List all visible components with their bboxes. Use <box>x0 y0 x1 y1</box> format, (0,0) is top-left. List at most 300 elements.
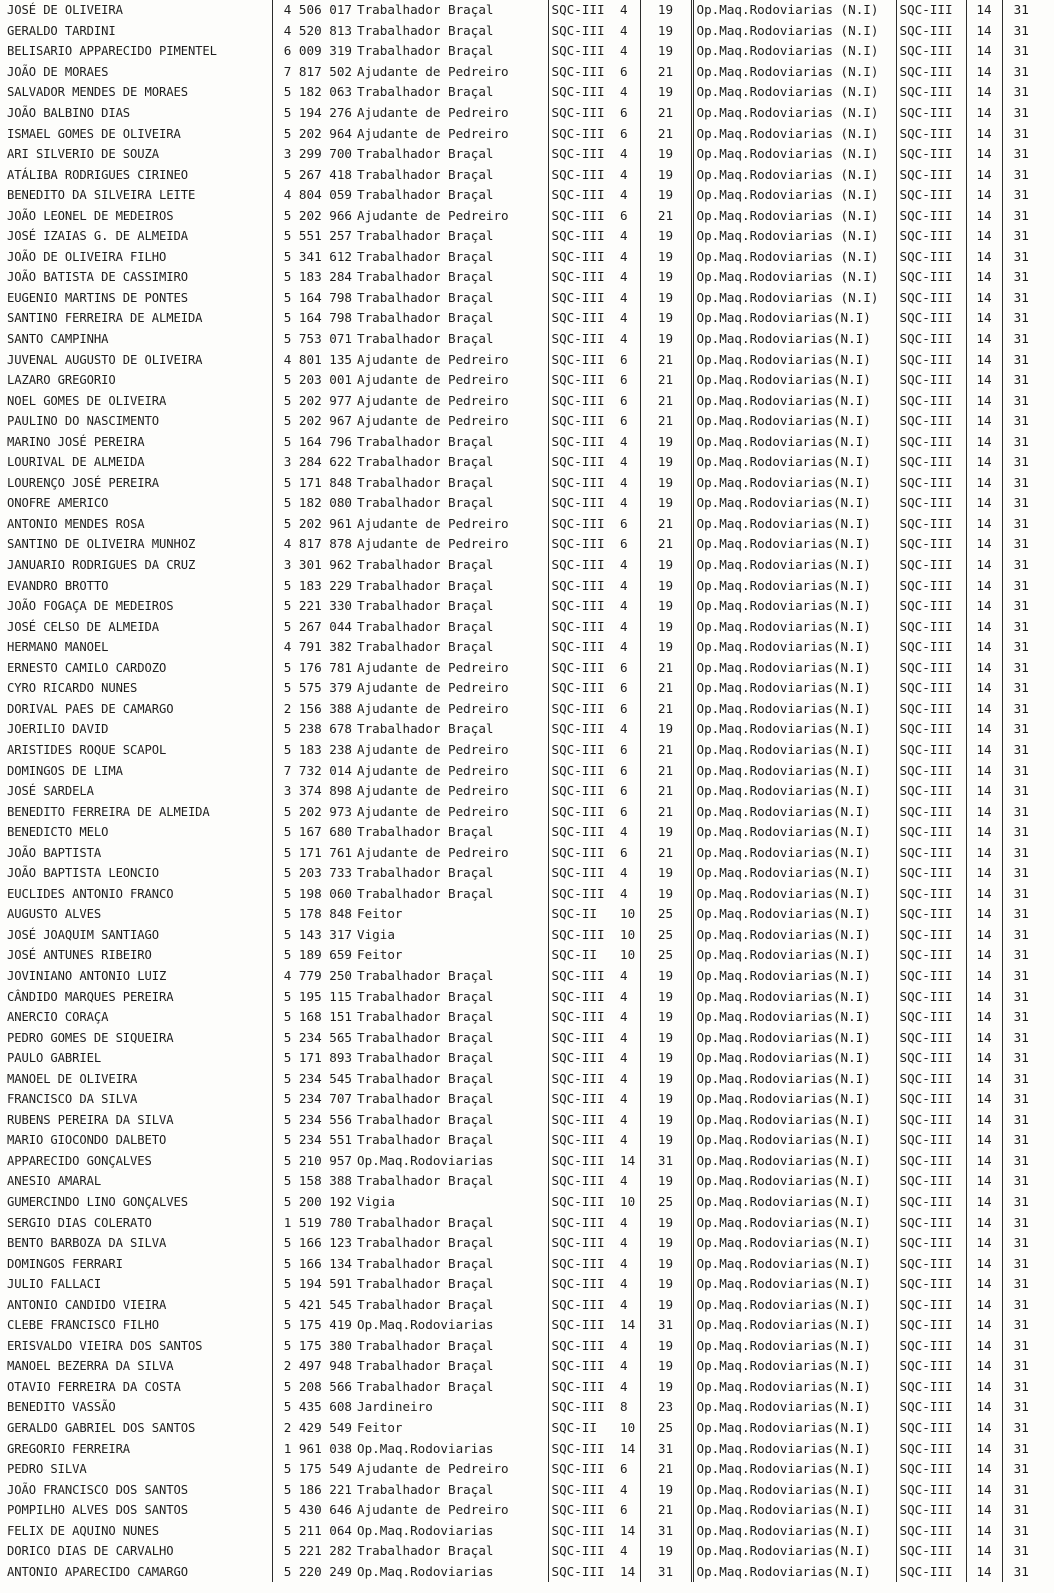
new-reference: 31 <box>1002 82 1040 103</box>
new-grade: 14 <box>966 390 1002 411</box>
new-class: SQC-III <box>896 945 966 966</box>
employee-name: PAULO GABRIEL <box>7 1051 102 1066</box>
current-grade: 4 <box>620 310 628 326</box>
new-position: Op.Maq.Rodoviarias(N.I) <box>692 329 896 350</box>
current-class: SQC-III <box>548 863 610 884</box>
new-position: Op.Maq.Rodoviarias (N.I) <box>692 288 896 309</box>
current-reference: 19 <box>640 0 692 21</box>
table-row <box>4 226 1040 247</box>
current-position: Trabalhador Braçal <box>357 2 494 18</box>
new-grade: 14 <box>966 822 1002 843</box>
current-grade: 4 <box>620 988 628 1004</box>
current-grade: 6 <box>620 783 628 799</box>
table-row <box>4 1294 1040 1315</box>
table-row <box>4 1459 1040 1480</box>
current-grade: 4 <box>620 1173 628 1189</box>
new-class: SQC-III <box>896 1151 966 1172</box>
table-row <box>4 1418 1040 1439</box>
current-reference: 19 <box>640 1212 692 1233</box>
registration-number: 5 182 080 <box>272 493 354 514</box>
registration-number: 4 791 382 <box>272 637 354 658</box>
current-grade: 4 <box>620 721 628 737</box>
registration-number: 5 171 848 <box>272 473 354 494</box>
employee-name: CLEBE FRANCISCO FILHO <box>7 1318 159 1333</box>
current-reference: 21 <box>640 740 692 761</box>
new-reference: 31 <box>1002 267 1040 288</box>
new-position: Op.Maq.Rodoviarias(N.I) <box>692 781 896 802</box>
registration-number: 5 164 796 <box>272 431 354 452</box>
new-position: Op.Maq.Rodoviarias(N.I) <box>692 452 896 473</box>
new-class: SQC-III <box>896 1479 966 1500</box>
current-position: Trabalhador Braçal <box>357 1255 494 1271</box>
new-class: SQC-III <box>896 1253 966 1274</box>
current-reference: 19 <box>640 1027 692 1048</box>
current-position: Trabalhador Braçal <box>357 454 494 470</box>
employee-name: ATÁLIBA RODRIGUES CIRINEO <box>7 167 188 182</box>
current-reference: 25 <box>640 904 692 925</box>
table-row <box>4 185 1040 206</box>
current-class: SQC-III <box>548 822 610 843</box>
new-reference: 31 <box>1002 555 1040 576</box>
current-grade: 4 <box>620 1481 628 1497</box>
employee-name: JOÃO BAPTISTA <box>7 845 102 860</box>
current-reference: 21 <box>640 1459 692 1480</box>
table-row <box>4 884 1040 905</box>
new-position: Op.Maq.Rodoviarias(N.I) <box>692 1541 896 1562</box>
current-reference: 31 <box>640 1151 692 1172</box>
registration-number: 5 210 957 <box>272 1151 354 1172</box>
employee-name: JULIO FALLACI <box>7 1277 102 1292</box>
employee-name: BENTO BARBOZA DA SILVA <box>7 1236 167 1251</box>
current-position: Ajudante de Pedreiro <box>357 207 509 223</box>
current-class: SQC-III <box>548 1130 610 1151</box>
registration-number: 5 203 733 <box>272 863 354 884</box>
current-position: Trabalhador Braçal <box>357 618 494 634</box>
new-position: Op.Maq.Rodoviarias(N.I) <box>692 473 896 494</box>
new-class: SQC-III <box>896 103 966 124</box>
employee-name: EUGENIO MARTINS DE PONTES <box>7 290 188 305</box>
new-position: Op.Maq.Rodoviarias(N.I) <box>692 1500 896 1521</box>
new-reference: 31 <box>1002 1459 1040 1480</box>
current-class: SQC-III <box>548 473 610 494</box>
new-position: Op.Maq.Rodoviarias(N.I) <box>692 308 896 329</box>
current-grade: 4 <box>620 865 628 881</box>
new-reference: 31 <box>1002 41 1040 62</box>
registration-number: 5 183 284 <box>272 267 354 288</box>
registration-number: 5 171 893 <box>272 1048 354 1069</box>
current-reference: 31 <box>640 1562 692 1583</box>
current-grade: 4 <box>620 495 628 511</box>
new-class: SQC-III <box>896 534 966 555</box>
table-row <box>4 1192 1040 1213</box>
new-reference: 31 <box>1002 658 1040 679</box>
current-reference: 19 <box>640 21 692 42</box>
new-reference: 31 <box>1002 1233 1040 1254</box>
new-class: SQC-III <box>896 473 966 494</box>
employee-name: JOSÉ CELSO DE ALMEIDA <box>7 619 159 634</box>
employee-name: JUVENAL AUGUSTO DE OLIVEIRA <box>7 352 203 367</box>
new-grade: 14 <box>966 760 1002 781</box>
current-position: Trabalhador Braçal <box>357 310 494 326</box>
current-position: Vigia <box>357 1193 395 1209</box>
employee-name: MANOEL DE OLIVEIRA <box>7 1071 138 1086</box>
new-reference: 31 <box>1002 411 1040 432</box>
new-grade: 14 <box>966 123 1002 144</box>
current-position: Trabalhador Braçal <box>357 557 494 573</box>
registration-number: 4 779 250 <box>272 966 354 987</box>
new-grade: 14 <box>966 62 1002 83</box>
current-reference: 21 <box>640 534 692 555</box>
table-row <box>4 123 1040 144</box>
new-reference: 31 <box>1002 534 1040 555</box>
new-class: SQC-III <box>896 288 966 309</box>
new-position: Op.Maq.Rodoviarias(N.I) <box>692 1089 896 1110</box>
new-reference: 31 <box>1002 493 1040 514</box>
new-class: SQC-III <box>896 1171 966 1192</box>
current-reference: 31 <box>640 1315 692 1336</box>
new-grade: 14 <box>966 349 1002 370</box>
current-reference: 19 <box>640 1007 692 1028</box>
new-grade: 14 <box>966 308 1002 329</box>
current-grade: 4 <box>620 967 628 983</box>
new-grade: 14 <box>966 945 1002 966</box>
current-grade: 4 <box>620 22 628 38</box>
table-row <box>4 411 1040 432</box>
current-grade: 4 <box>620 454 628 470</box>
employee-name: MARINO JOSÉ PEREIRA <box>7 434 145 449</box>
new-position: Op.Maq.Rodoviarias(N.I) <box>692 1562 896 1583</box>
current-grade: 4 <box>620 1214 628 1230</box>
current-reference: 19 <box>640 1171 692 1192</box>
current-reference: 19 <box>640 288 692 309</box>
current-class: SQC-III <box>548 1377 610 1398</box>
current-position: Trabalhador Braçal <box>357 1091 494 1107</box>
new-position: Op.Maq.Rodoviarias(N.I) <box>692 719 896 740</box>
new-reference: 31 <box>1002 863 1040 884</box>
current-class: SQC-III <box>548 1253 610 1274</box>
current-class: SQC-II <box>548 1418 610 1439</box>
current-reference: 19 <box>640 555 692 576</box>
employee-name: ERNESTO CAMILO CARDOZO <box>7 660 167 675</box>
new-class: SQC-III <box>896 986 966 1007</box>
table-row <box>4 740 1040 761</box>
registration-number: 5 208 566 <box>272 1377 354 1398</box>
current-class: SQC-III <box>548 1233 610 1254</box>
new-grade: 14 <box>966 1253 1002 1274</box>
current-class: SQC-III <box>548 1315 610 1336</box>
current-reference: 19 <box>640 164 692 185</box>
current-reference: 19 <box>640 1274 692 1295</box>
registration-number: 5 421 545 <box>272 1294 354 1315</box>
current-grade: 4 <box>620 1235 628 1251</box>
current-class: SQC-III <box>548 288 610 309</box>
new-reference: 31 <box>1002 514 1040 535</box>
table-row <box>4 966 1040 987</box>
new-reference: 31 <box>1002 1500 1040 1521</box>
table-row <box>4 1479 1040 1500</box>
current-reference: 31 <box>640 1520 692 1541</box>
new-reference: 31 <box>1002 370 1040 391</box>
current-position: Trabalhador Braçal <box>357 1296 494 1312</box>
current-position: Trabalhador Braçal <box>357 84 494 100</box>
current-class: SQC-III <box>548 329 610 350</box>
table-row <box>4 1377 1040 1398</box>
current-position: Trabalhador Braçal <box>357 988 494 1004</box>
registration-number: 5 234 707 <box>272 1089 354 1110</box>
new-position: Op.Maq.Rodoviarias (N.I) <box>692 62 896 83</box>
current-grade: 4 <box>620 885 628 901</box>
current-reference: 21 <box>640 411 692 432</box>
new-position: Op.Maq.Rodoviarias (N.I) <box>692 144 896 165</box>
new-reference: 31 <box>1002 1520 1040 1541</box>
new-reference: 31 <box>1002 473 1040 494</box>
registration-number: 5 202 973 <box>272 801 354 822</box>
new-reference: 31 <box>1002 1171 1040 1192</box>
current-position: Trabalhador Braçal <box>357 1070 494 1086</box>
new-class: SQC-III <box>896 1212 966 1233</box>
new-grade: 14 <box>966 493 1002 514</box>
current-position: Op.Maq.Rodoviarias <box>357 1522 494 1538</box>
new-grade: 14 <box>966 1089 1002 1110</box>
current-reference: 19 <box>640 1089 692 1110</box>
registration-number: 5 234 551 <box>272 1130 354 1151</box>
new-grade: 14 <box>966 288 1002 309</box>
table-row <box>4 699 1040 720</box>
new-reference: 31 <box>1002 801 1040 822</box>
current-position: Trabalhador Braçal <box>357 495 494 511</box>
current-class: SQC-III <box>548 596 610 617</box>
current-position: Feitor <box>357 947 403 963</box>
current-reference: 19 <box>640 1356 692 1377</box>
new-position: Op.Maq.Rodoviarias(N.I) <box>692 1151 896 1172</box>
new-class: SQC-III <box>896 678 966 699</box>
new-class: SQC-III <box>896 1068 966 1089</box>
current-grade: 4 <box>620 269 628 285</box>
current-grade: 4 <box>620 1378 628 1394</box>
table-row <box>4 1315 1040 1336</box>
new-grade: 14 <box>966 1438 1002 1459</box>
registration-number: 5 202 966 <box>272 205 354 226</box>
current-reference: 21 <box>640 1500 692 1521</box>
new-position: Op.Maq.Rodoviarias(N.I) <box>692 1253 896 1274</box>
current-class: SQC-III <box>548 1027 610 1048</box>
table-row <box>4 1110 1040 1131</box>
employee-name: JOSÉ DE OLIVEIRA <box>7 3 123 18</box>
new-reference: 31 <box>1002 719 1040 740</box>
current-grade: 4 <box>620 2 628 18</box>
new-class: SQC-III <box>896 1520 966 1541</box>
current-position: Ajudante de Pedreiro <box>357 125 509 141</box>
new-position: Op.Maq.Rodoviarias(N.I) <box>692 1130 896 1151</box>
current-grade: 6 <box>620 803 628 819</box>
table-row <box>4 1520 1040 1541</box>
current-reference: 19 <box>640 863 692 884</box>
new-grade: 14 <box>966 164 1002 185</box>
new-reference: 31 <box>1002 781 1040 802</box>
current-grade: 10 <box>620 1420 636 1435</box>
new-reference: 31 <box>1002 1336 1040 1357</box>
current-grade: 4 <box>620 1358 628 1374</box>
registration-number: 4 801 135 <box>272 349 354 370</box>
new-grade: 14 <box>966 1520 1002 1541</box>
current-class: SQC-III <box>548 1110 610 1131</box>
new-position: Op.Maq.Rodoviarias(N.I) <box>692 1459 896 1480</box>
new-reference: 31 <box>1002 1377 1040 1398</box>
new-reference: 31 <box>1002 1048 1040 1069</box>
new-reference: 31 <box>1002 349 1040 370</box>
current-class: SQC-III <box>548 616 610 637</box>
employee-name: LAZARO GREGORIO <box>7 373 116 388</box>
new-position: Op.Maq.Rodoviarias (N.I) <box>692 123 896 144</box>
current-reference: 19 <box>640 1541 692 1562</box>
current-grade: 6 <box>620 105 628 120</box>
employee-name: HERMANO MANOEL <box>7 640 109 655</box>
new-reference: 31 <box>1002 144 1040 165</box>
current-reference: 25 <box>640 925 692 946</box>
current-reference: 19 <box>640 719 692 740</box>
new-reference: 31 <box>1002 185 1040 206</box>
current-grade: 4 <box>620 248 628 264</box>
registration-number: 5 202 964 <box>272 123 354 144</box>
current-position: Ajudante de Pedreiro <box>357 515 509 531</box>
current-class: SQC-III <box>548 1068 610 1089</box>
new-class: SQC-III <box>896 267 966 288</box>
current-grade: 6 <box>620 536 628 552</box>
new-position: Op.Maq.Rodoviarias(N.I) <box>692 1048 896 1069</box>
new-grade: 14 <box>966 534 1002 555</box>
employee-name: ANTONIO MENDES ROSA <box>7 516 145 531</box>
current-class: SQC-III <box>548 1171 610 1192</box>
current-class: SQC-III <box>548 123 610 144</box>
table-row <box>4 760 1040 781</box>
new-reference: 31 <box>1002 1007 1040 1028</box>
current-class: SQC-III <box>548 1438 610 1459</box>
new-class: SQC-III <box>896 1233 966 1254</box>
current-reference: 31 <box>640 1438 692 1459</box>
new-position: Op.Maq.Rodoviarias(N.I) <box>692 1336 896 1357</box>
table-row <box>4 1048 1040 1069</box>
new-position: Op.Maq.Rodoviarias(N.I) <box>692 1397 896 1418</box>
new-position: Op.Maq.Rodoviarias(N.I) <box>692 1233 896 1254</box>
new-reference: 31 <box>1002 925 1040 946</box>
registration-number: 1 519 780 <box>272 1212 354 1233</box>
current-grade: 4 <box>620 43 628 59</box>
current-reference: 19 <box>640 226 692 247</box>
current-reference: 21 <box>640 349 692 370</box>
new-class: SQC-III <box>896 349 966 370</box>
employee-name: JOÃO LEONEL DE MEDEIROS <box>7 208 174 223</box>
table-row <box>4 1356 1040 1377</box>
table-row <box>4 1397 1040 1418</box>
new-grade: 14 <box>966 842 1002 863</box>
new-class: SQC-III <box>896 411 966 432</box>
employee-name: ANESIO AMARAL <box>7 1174 102 1189</box>
current-reference: 21 <box>640 781 692 802</box>
new-position: Op.Maq.Rodoviarias (N.I) <box>692 267 896 288</box>
new-class: SQC-III <box>896 452 966 473</box>
registration-number: 5 202 977 <box>272 390 354 411</box>
current-grade: 10 <box>620 906 636 922</box>
new-class: SQC-III <box>896 329 966 350</box>
table-row <box>4 1151 1040 1172</box>
new-class: SQC-III <box>896 164 966 185</box>
table-row <box>4 452 1040 473</box>
new-grade: 14 <box>966 596 1002 617</box>
current-grade: 6 <box>620 680 628 696</box>
current-grade: 4 <box>620 187 628 203</box>
new-position: Op.Maq.Rodoviarias(N.I) <box>692 1356 896 1377</box>
new-position: Op.Maq.Rodoviarias (N.I) <box>692 82 896 103</box>
current-position: Trabalhador Braçal <box>357 43 494 59</box>
current-reference: 19 <box>640 41 692 62</box>
employee-name: ERISVALDO VIEIRA DOS SANTOS <box>7 1338 203 1353</box>
current-grade: 6 <box>620 125 628 141</box>
employee-name: FRANCISCO DA SILVA <box>7 1092 138 1107</box>
registration-number: 5 221 330 <box>272 596 354 617</box>
new-class: SQC-III <box>896 185 966 206</box>
employee-name: JOVINIANO ANTONIO LUIZ <box>7 968 167 983</box>
table-row <box>4 801 1040 822</box>
registration-number: 2 497 948 <box>272 1356 354 1377</box>
current-reference: 19 <box>640 596 692 617</box>
new-class: SQC-III <box>896 0 966 21</box>
current-reference: 21 <box>640 699 692 720</box>
new-position: Op.Maq.Rodoviarias(N.I) <box>692 390 896 411</box>
new-class: SQC-III <box>896 925 966 946</box>
current-position: Trabalhador Braçal <box>357 577 494 593</box>
new-position: Op.Maq.Rodoviarias(N.I) <box>692 1520 896 1541</box>
current-class: SQC-III <box>548 82 610 103</box>
current-class: SQC-III <box>548 760 610 781</box>
new-class: SQC-III <box>896 514 966 535</box>
current-grade: 10 <box>620 926 636 942</box>
employee-name: JOÃO DE MORAES <box>7 64 109 79</box>
new-grade: 14 <box>966 555 1002 576</box>
current-grade: 4 <box>620 84 628 100</box>
current-position: Feitor <box>357 906 403 922</box>
new-reference: 31 <box>1002 1110 1040 1131</box>
table-row <box>4 21 1040 42</box>
new-grade: 14 <box>966 1562 1002 1583</box>
new-grade: 14 <box>966 514 1002 535</box>
new-class: SQC-III <box>896 1500 966 1521</box>
new-reference: 31 <box>1002 1438 1040 1459</box>
table-row <box>4 1253 1040 1274</box>
employee-name: SANTINO DE OLIVEIRA MUNHOZ <box>7 537 196 552</box>
new-grade: 14 <box>966 0 1002 21</box>
current-position: Trabalhador Braçal <box>357 22 494 38</box>
new-grade: 14 <box>966 185 1002 206</box>
new-position: Op.Maq.Rodoviarias (N.I) <box>692 41 896 62</box>
table-row <box>4 473 1040 494</box>
current-position: Ajudante de Pedreiro <box>357 63 509 79</box>
registration-number: 5 189 659 <box>272 945 354 966</box>
current-grade: 4 <box>620 1276 628 1292</box>
current-position: Trabalhador Braçal <box>357 1009 494 1025</box>
new-reference: 31 <box>1002 1541 1040 1562</box>
new-reference: 31 <box>1002 966 1040 987</box>
employee-name: POMPILHO ALVES DOS SANTOS <box>7 1503 188 1518</box>
employee-name: JOÃO DE OLIVEIRA FILHO <box>7 249 167 264</box>
new-grade: 14 <box>966 1007 1002 1028</box>
table-row <box>4 925 1040 946</box>
table-row <box>4 1007 1040 1028</box>
current-reference: 21 <box>640 658 692 679</box>
current-grade: 6 <box>620 351 628 367</box>
current-reference: 19 <box>640 1068 692 1089</box>
new-grade: 14 <box>966 801 1002 822</box>
current-reference: 19 <box>640 493 692 514</box>
